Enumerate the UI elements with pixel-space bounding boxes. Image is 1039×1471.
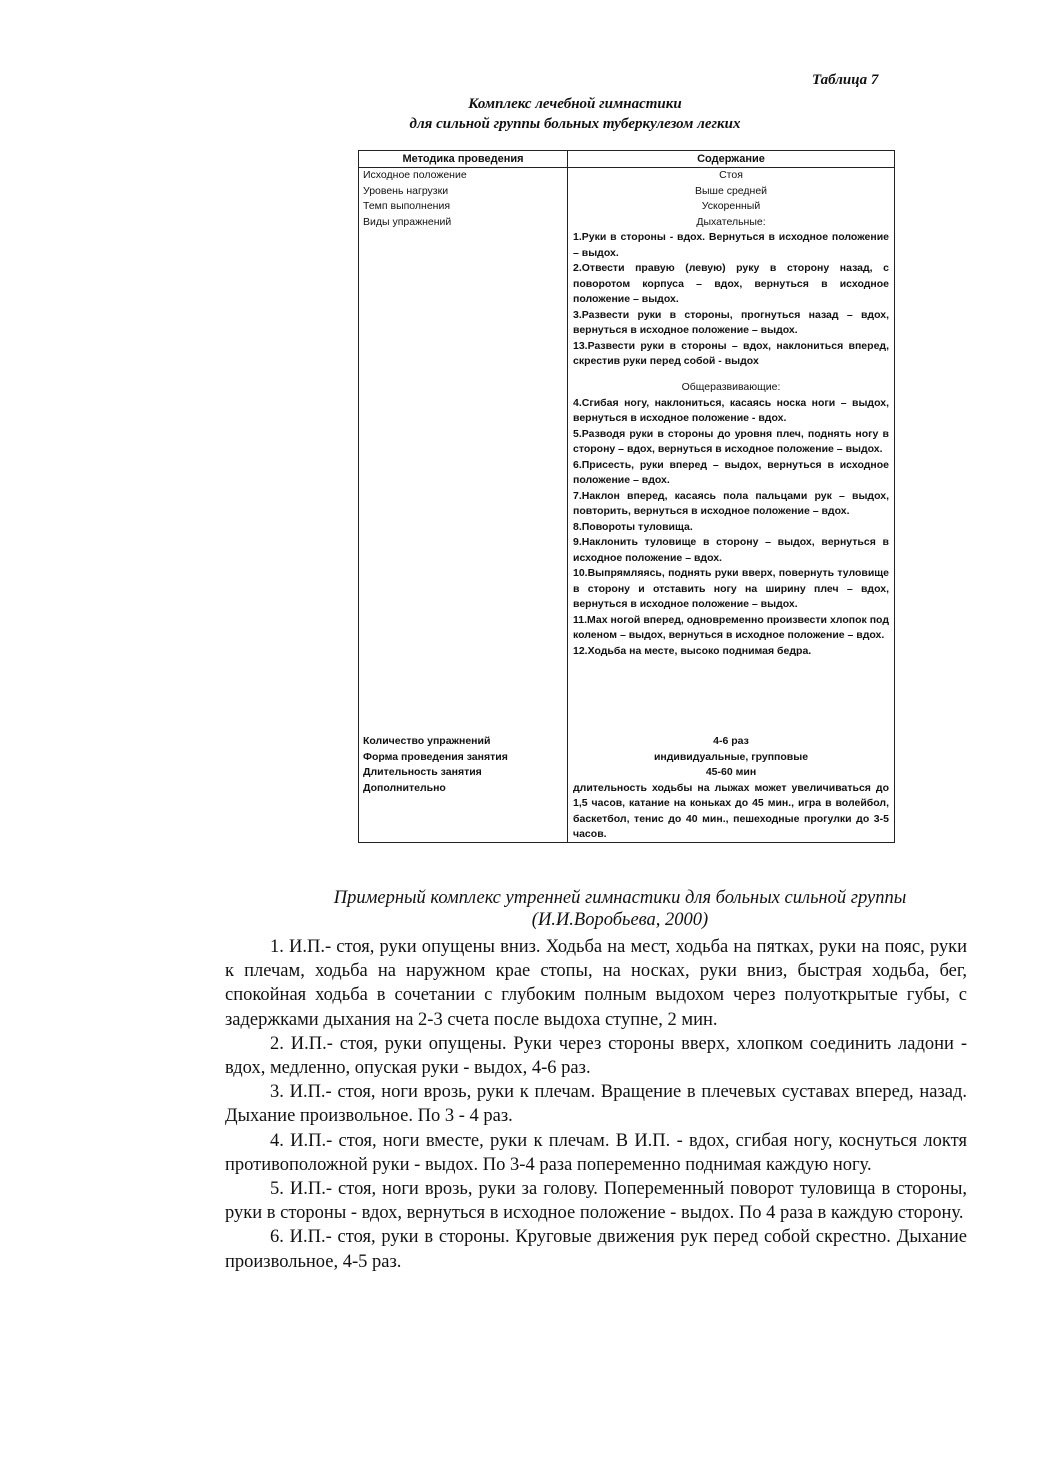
row-label: Дополнительно <box>363 781 446 794</box>
value-additional: длительность ходьбы на лыжах может увеличиваться до 1,5 часов, катание на коньках до 45 мин., игра в волейбол, баскетбол, тенис до 40 мин., пешеходные прогулки до 3-5 часов. <box>573 781 889 840</box>
exercise-table <box>358 150 895 843</box>
section-heading <box>225 887 1015 931</box>
row-label: Уровень нагрузки <box>363 184 449 197</box>
row-label: Исходное положение <box>363 169 467 181</box>
row-label: Виды упражнений <box>363 215 452 228</box>
general-exercise: 11.Мах ногой вперед, одновременно произвести хлопок под коленом – выдох, вернуться в исходное положение – вдох. <box>573 613 889 641</box>
general-exercise: 9.Наклонить туловище в сторону – выдох, вернуться в исходное положение – вдох. <box>573 536 889 564</box>
right-bottom-values <box>573 734 889 843</box>
header-method: Методика проведения <box>359 151 567 168</box>
general-exercise: 12.Ходьба на месте, высоко поднимая бедра. <box>573 644 812 657</box>
value-duration: 45-60 мин <box>705 766 757 778</box>
section-heading-line: (И.И.Воробьева, 2000) <box>531 910 709 930</box>
general-exercise: 7.Наклон вперед, касаясь пола пальцами рук – выдох, повторить, вернуться в исходное положение – вдох. <box>573 489 889 517</box>
left-bottom-labels <box>363 734 563 796</box>
breathing-heading: Дыхательные: <box>696 215 766 228</box>
value-position: Стоя <box>719 169 743 181</box>
value-load: Выше средней <box>694 184 768 197</box>
table-title-line: Комплекс лечебной гимнастики <box>468 96 682 112</box>
value-tempo: Ускоренный <box>701 200 761 212</box>
value-count: 4-6 раз <box>713 735 749 747</box>
value-form: индивидуальные, групповые <box>653 750 809 763</box>
table-title-line: для сильной группы больных туберкулезом легких <box>409 116 741 132</box>
row-label: Форма проведения занятия <box>363 750 508 763</box>
left-top-labels <box>363 168 563 230</box>
general-exercise: 6.Присесть, руки вперед – выдох, вернуться в исходное положение – вдох. <box>573 458 889 486</box>
exercise-paragraph: 5. И.П.- стоя, ноги врозь, руки за голову. Попеременный поворот туловища в стороны, руки в стороны - вдох, вернуться в исходное положение - выдох. По 4 раза в каждую сторону. <box>225 1179 967 1224</box>
general-exercise: 4.Сгибая ногу, наклониться, касаясь носка ноги – выдох, вернуться в исходное положение - вдох. <box>573 396 889 424</box>
breathing-exercise: 13.Развести руки в стороны – вдох, наклониться вперед, скрестив руки перед собой - выдох <box>573 339 889 367</box>
section-heading-line: Примерный комплекс утренней гимнастики для больных сильной группы <box>333 888 907 908</box>
exercise-paragraph: 4. И.П.- стоя, ноги вместе, руки к плечам. В И.П. - вдох, сгибая ногу, коснуться локтя противоположной руки - выдох. По 3-4 раза попеременно поднимая каждую ногу. <box>225 1130 967 1175</box>
header-content: Содержание <box>568 151 894 168</box>
row-label: Длительность занятия <box>363 766 482 778</box>
general-exercise: 10.Выпрямляясь, поднять руки вверх, повернуть туловище в сторону и отставить ногу на ширину плеч – вдох, вернуться в исходное положение – выдох. <box>573 567 889 610</box>
row-label: Количество упражнений <box>363 735 491 747</box>
table-number-label: Таблица 7 <box>812 72 879 88</box>
exercise-paragraph: 3. И.П.- стоя, ноги врозь, руки к плечам. Вращение в плечевых суставах вперед, назад. Дыхание произвольное. По 3 - 4 раз. <box>225 1082 967 1127</box>
general-exercise: 5.Разводя руки в стороны до уровня плеч, поднять ногу в сторону – вдох, вернуться в исходное положение – выдох. <box>573 427 889 455</box>
row-label: Темп выполнения <box>363 200 451 212</box>
exercise-paragraph: 6. И.П.- стоя, руки в стороны. Круговые движения рук перед собой скрестно. Дыхание произвольное, 4-5 раз. <box>225 1227 967 1272</box>
exercise-paragraph: 2. И.П.- стоя, руки опущены. Руки через стороны вверх, хлопком соединить ладони - вдох, медленно, опуская руки - выдох, 4-6 раз. <box>225 1033 967 1079</box>
breathing-exercise: 2.Отвести правую (левую) руку в сторону назад, с поворотом корпуса – вдох, вернуться в исходное положение – выдох. <box>573 262 889 305</box>
breathing-exercise: 3.Развести руки в стороны, прогнуться назад – вдох, вернуться в исходное положение – выдох. <box>573 308 889 336</box>
exercise-paragraph: 1. И.П.- стоя, руки опущены вниз. Ходьба на мест, ходьба на пятках, руки на пояс, руки к плечам, ходьба на наружном крае стопы, на носках, руки вниз, быстрая ходьба, бег, спокойная ходьба в сочетании с глубоким полным выдохом через полуоткрытые губы, с задержками дыхания на 2-3 счета после выдоха ступне, 2 мин. <box>225 937 967 1030</box>
general-exercise: 8.Повороты туловища. <box>573 520 693 533</box>
exercise-list <box>225 935 967 1274</box>
column-divider <box>567 151 568 842</box>
table-title <box>330 94 820 134</box>
right-content <box>573 168 889 659</box>
breathing-exercise: 1.Руки в стороны - вдох. Вернуться в исходное положение – выдох. <box>573 231 889 259</box>
general-heading: Общеразвивающие: <box>681 380 781 393</box>
